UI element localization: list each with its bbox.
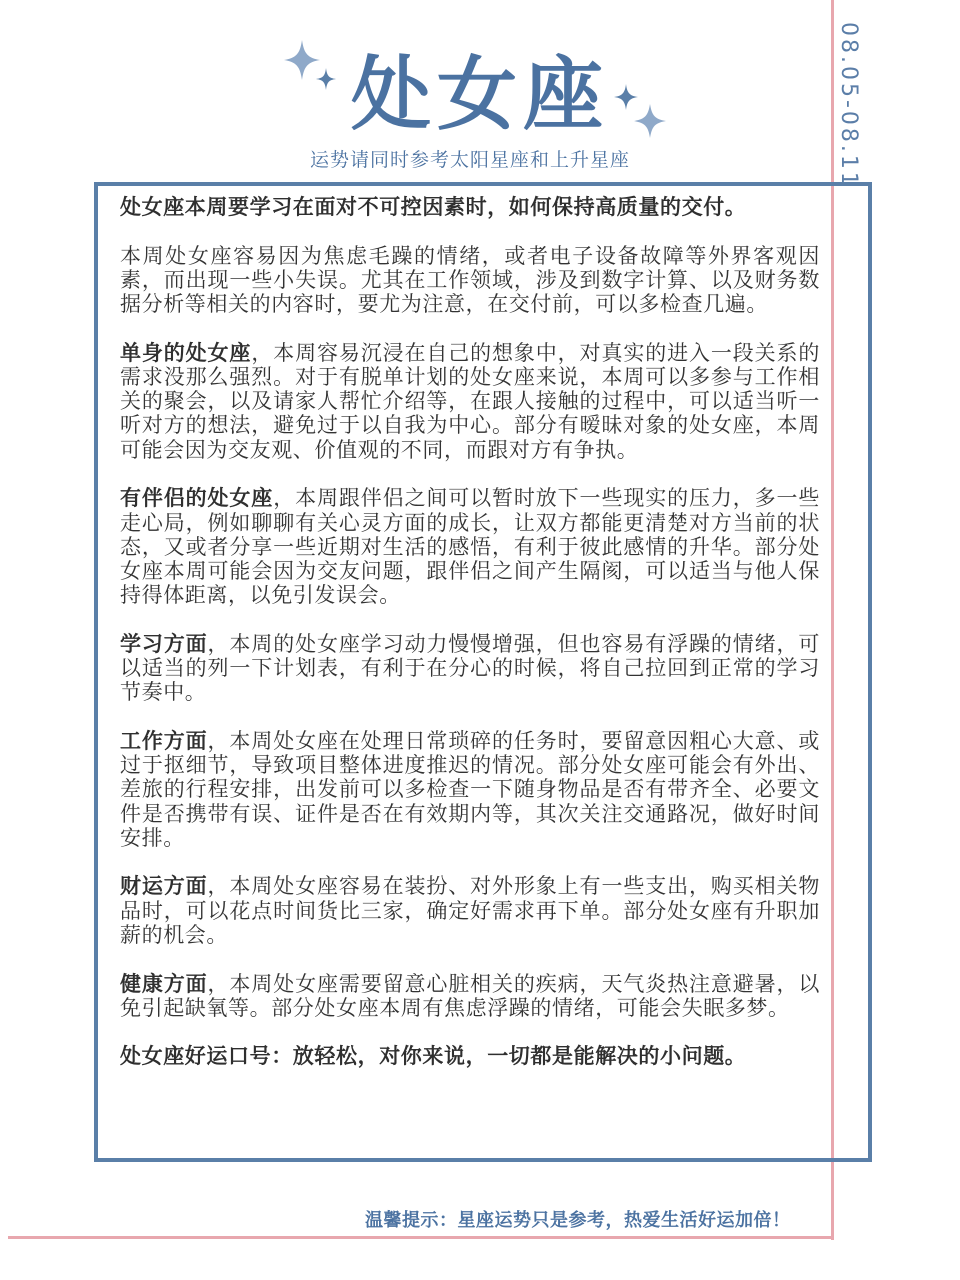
section-single <box>120 341 820 462</box>
intro-paragraph <box>120 195 820 219</box>
subtitle: 运势请同时参考太阳星座和上升星座 <box>309 149 630 171</box>
section-health <box>120 972 820 1020</box>
footer-tip: 温馨提示：星座运势只是参考，热爱生活好运加倍！ <box>365 1210 791 1231</box>
section-text: ，本周容易沉浸在自己的想象中，对真实的进入一段关系的需求没那么强烈。对于有脱单计划的处女座来说，本周可以多参与工作相关的聚会，以及请家人帮忙介绍等，在跟人接触的过程中，可以适当听一听对方的想法，避免过于以自我为中心。部分有暧昧对象的处女座，本周可能会因为交友观、价值观的不同，而跟对方有争执。 <box>120 340 820 462</box>
section-heading: 单身的处女座 <box>120 340 252 365</box>
date-range: 08.05-08.11 <box>836 22 861 189</box>
horoscope-content <box>120 195 820 1093</box>
section-study <box>120 632 820 705</box>
page-title: 处女座 <box>351 48 609 141</box>
section-heading: 财运方面 <box>120 874 208 899</box>
section-partnered <box>120 486 820 607</box>
section-text: ，本周处女座容易在装扮、对外形象上有一些支出，购买相关物品时，可以花点时间货比三家，确定好需求再下单。部分处女座有升职加薪的机会。 <box>120 874 820 947</box>
section-text: ，本周跟伴侣之间可以暂时放下一些现实的压力，多一些走心局，例如聊聊有关心灵方面的成长，让双方都能更清楚对方当前的状态，又或者分享一些近期对生活的感悟，有利于彼此感情的升华。部分处女座本周可能会因为交友问题，跟伴侣之间产生隔阂，可以适当与他人保持得体距离，以免引发误会。 <box>120 486 820 608</box>
section-heading: 健康方面 <box>120 971 208 996</box>
section-heading: 学习方面 <box>120 631 208 656</box>
section-work <box>120 729 820 850</box>
section-text: ，本周处女座需要留意心脏相关的疾病，天气炎热注意避暑，以免引起缺氧等。部分处女座本周有焦虑浮躁的情绪，可能会失眠多梦。 <box>120 971 820 1020</box>
section-wealth <box>120 874 820 947</box>
slogan-text: 处女座好运口号：放轻松，对你来说，一切都是能解决的小问题。 <box>120 1044 747 1069</box>
section-text: ，本周的处女座学习动力慢慢增强，但也容易有浮躁的情绪，可以适当的列一下计划表，有利于在分心的时候，将自己拉回到正常的学习节奏中。 <box>120 631 820 705</box>
pink-horizontal-line <box>8 1236 834 1239</box>
section-heading: 工作方面 <box>120 728 208 753</box>
section-text: ，本周处女座在处理日常琐碎的任务时，要留意因粗心大意、或过于抠细节，导致项目整体进度推迟的情况。部分处女座可能会有外出、差旅的行程安排，出发前可以多检查一下随身物品是否有带齐全、必要文件是否携带有误、证件是否在有效期内等，其次关注交通路况，做好时间安排。 <box>120 728 820 850</box>
overview-paragraph: 本周处女座容易因为焦虑毛躁的情绪，或者电子设备故障等外界客观因素，而出现一些小失误。尤其在工作领域，涉及到数字计算、以及财务数据分析等相关的内容时，要尤为注意，在交付前，可以多检查几遍。 <box>120 243 820 317</box>
intro-text: 处女座本周要学习在面对不可控因素时，如何保持高质量的交付。 <box>120 195 747 219</box>
slogan-paragraph <box>120 1044 820 1068</box>
section-heading: 有伴侣的处女座 <box>120 486 274 511</box>
